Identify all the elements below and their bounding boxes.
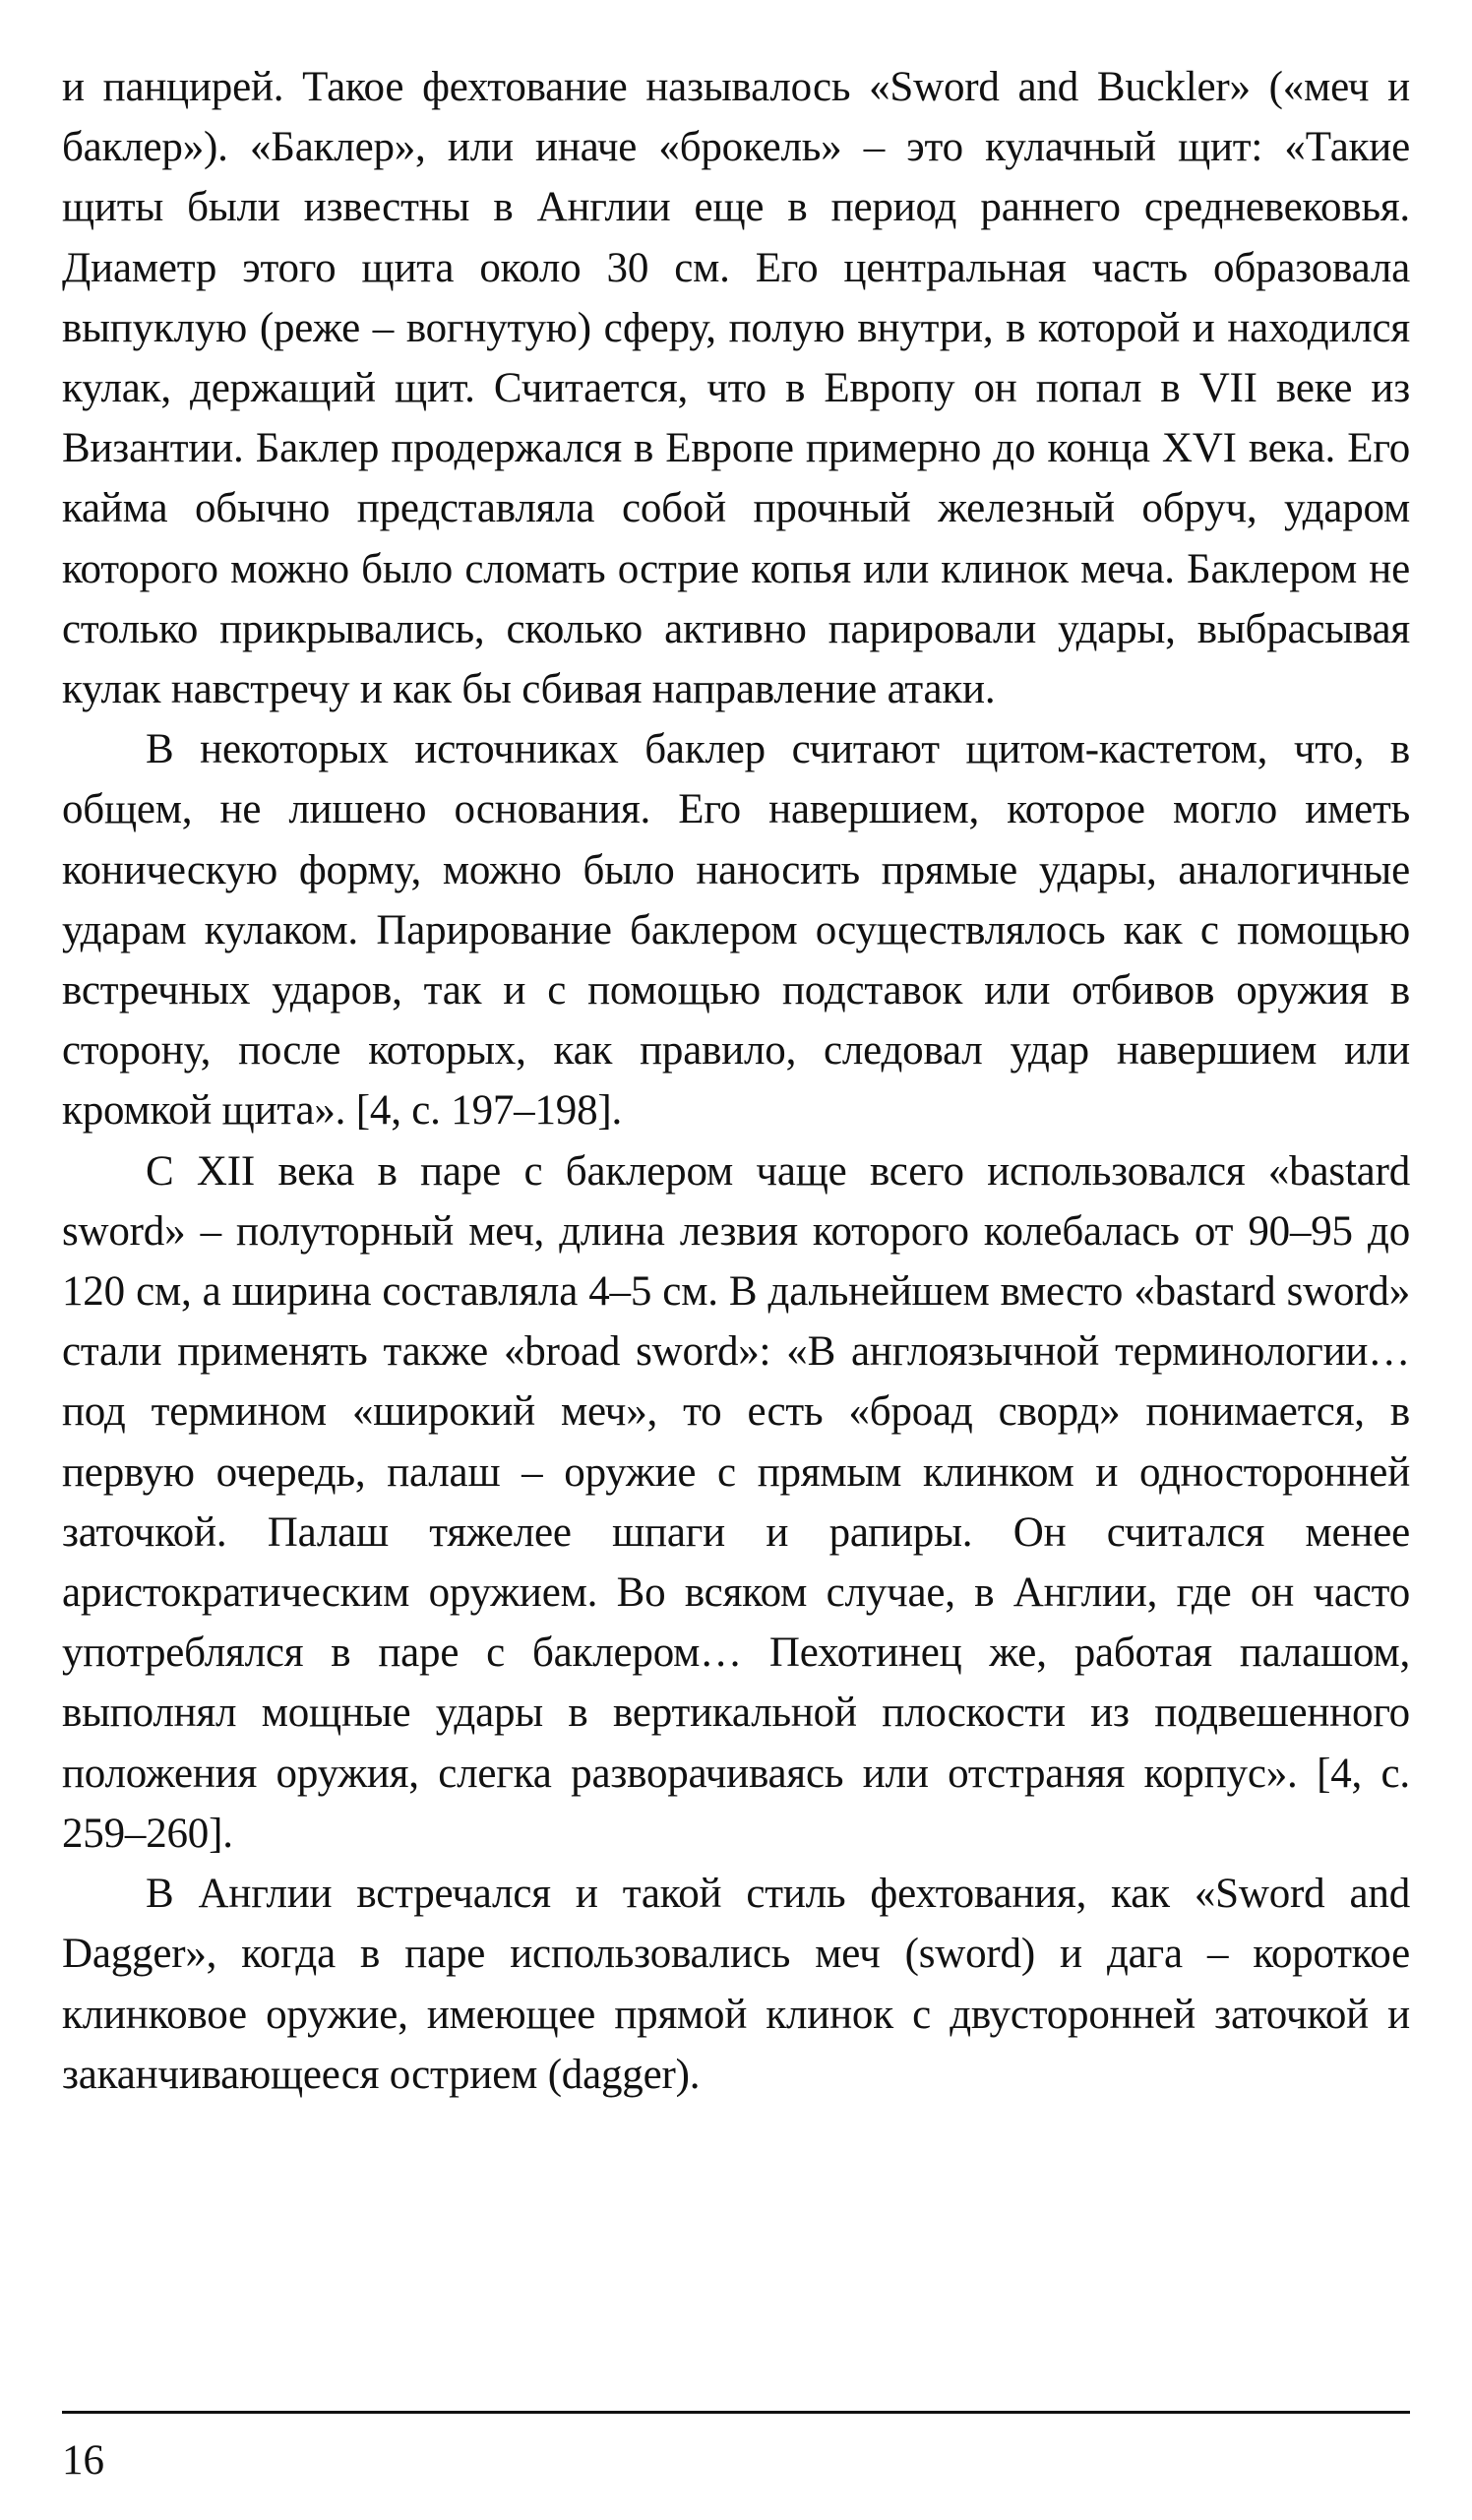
- page-number: 16: [62, 2437, 104, 2484]
- paragraph-buckler-shield-knuckle: В некоторых источниках баклер считают щитом-кастетом, что, в общем, не лишено основания. Его навершием, которое могло иметь коническую форму, можно было наносить прямые удары, аналогичные ударам кулаком. Парирование баклером осуществлялось как с помощью встречных ударов, так и с помощью подставок или отбивов оружия в сторону, после которых, как правило, следовал удар навершием или кромкой щита». [4, с. 197–198].: [62, 726, 1410, 1135]
- book-page-text: [62, 57, 1410, 2105]
- paragraph-buckler-description: и панцирей. Такое фехтование называлось «Sword and Buckler» («меч и баклер»). «Баклер», или иначе «брокель» – это кулачный щит: «Такие щиты были известны в Англии еще в период раннего средневековья. Диаметр этого щита около 30 см. Его центральная часть образовала выпуклую (реже – вогнутую) сферу, полую внутри, в которой и находился кулак, держащий щит. Считается, что в Европу он попал в VII веке из Византии. Баклер продержался в Европе примерно до конца XVI века. Его кайма обычно представляла собой прочный железный обруч, ударом которого можно было сломать острие копья или клинок меча. Баклером не столько прикрывались, сколько активно парировали удары, выбрасывая кулак навстречу и как бы сбивая направление атаки.: [62, 64, 1410, 713]
- paragraph-bastard-sword: С XII века в паре с баклером чаще всего использовался «bastard sword» – полуторный меч, длина лезвия которого колебалась от 90–95 до 120 см, а ширина составляла 4–5 см. В дальнейшем вместо «bastard sword» стали применять также «broad sword»: «В англоязычной терминологии… под термином «широкий меч», то есть «броад сворд» понимается, в первую очередь, палаш – оружие с прямым клинком и односторонней заточкой. Палаш тяжелее шпаги и рапиры. Он считался менее аристократическим оружием. Во всяком случае, в Англии, где он часто употреблялся в паре с баклером… Пехотинец же, работая палашом, выполнял мощные удары в вертикальной плоскости из подвешенного положения оружия, слегка разворачиваясь или отстраняя корпус». [4, с. 259–260].: [62, 1147, 1410, 1857]
- footer-divider: [62, 2411, 1410, 2414]
- paragraph-sword-and-dagger: В Англии встречался и такой стиль фехтования, как «Sword and Dagger», когда в паре использовались меч (sword) и дага – короткое клинковое оружие, имеющее прямой клинок с двусторонней заточкой и заканчивающееся острием (dagger).: [62, 1871, 1410, 2098]
